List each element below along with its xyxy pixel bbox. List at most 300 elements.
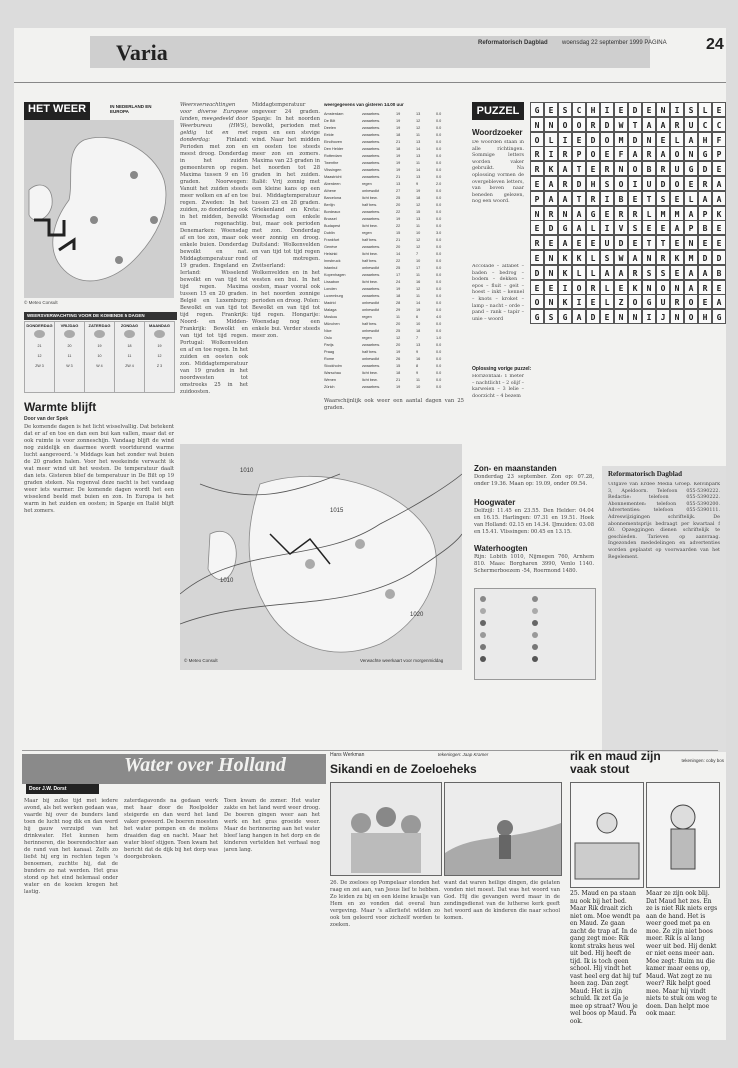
temperature-cell: Malaga xyxy=(324,308,337,312)
grid-cell: L xyxy=(698,102,712,117)
grid-cell: A xyxy=(558,235,572,250)
grid-cell: E xyxy=(572,132,586,147)
forecast-wind: W 4 xyxy=(96,364,103,368)
grid-cell: E xyxy=(656,220,670,235)
forecast-day xyxy=(114,321,145,393)
grid-cell: S xyxy=(600,250,614,265)
grid-cell: E xyxy=(712,235,726,250)
temperature-cell: 13 xyxy=(416,154,421,158)
grid-cell: K xyxy=(572,250,586,265)
europe-weather-column-1 xyxy=(180,102,248,440)
grid-cell: N xyxy=(628,309,642,324)
temperature-cell: 19 xyxy=(396,154,401,158)
temperature-cell: Dublin xyxy=(324,231,335,235)
grid-cell: O xyxy=(628,161,642,176)
temperature-cell: 10 xyxy=(416,385,421,389)
grid-cell: N xyxy=(670,280,684,295)
grid-cell: D xyxy=(698,250,712,265)
grid-cell: E xyxy=(628,191,642,206)
temperature-cell: 19 xyxy=(396,385,401,389)
temperature-row xyxy=(324,231,464,237)
grid-cell: D xyxy=(586,132,600,147)
grid-cell: E xyxy=(642,102,656,117)
colophon-box xyxy=(602,466,726,752)
temperature-cell: 12 xyxy=(396,336,401,340)
forecast-min: 11 xyxy=(67,354,72,358)
temperature-cell: 18 xyxy=(396,371,401,375)
grid-cell: H xyxy=(586,176,600,191)
grid-cell: I xyxy=(600,191,614,206)
rik-maud-drawing xyxy=(647,783,719,887)
temperature-cell: 0.0 xyxy=(436,343,442,347)
puzzle-words: Accolade – alfabet – baden – bedrog – bodem – dekken – epos – fluit – geit – hoest – inkt – kennel – knots – kroket – lamp – nacht – orde – pand – rank – tapir – unie – woord xyxy=(472,264,524,322)
grid-cell: R xyxy=(586,280,600,295)
isobar-label: 1015 xyxy=(330,508,344,514)
temperature-cell: 18 xyxy=(396,147,401,151)
temperature-cell: Londen xyxy=(324,287,337,291)
grid-cell: B xyxy=(614,191,628,206)
grid-cell: E xyxy=(712,280,726,295)
temperature-cell: 11 xyxy=(416,161,420,165)
temperature-cell: 20 xyxy=(396,203,401,207)
temperature-cell: 0.0 xyxy=(436,322,442,326)
forecast-map-credit: © Meteo Consult xyxy=(184,658,218,663)
temperature-cell: 0.0 xyxy=(436,308,442,312)
temperature-cell: 0.0 xyxy=(436,329,442,333)
temperature-cell: 12 xyxy=(416,238,421,242)
comic-panel xyxy=(444,782,562,876)
grid-cell: I xyxy=(558,280,572,295)
temperature-cell: 22 xyxy=(396,224,401,228)
rik-maud-text-2: Maar ze zijn ook blij. Dat Maud het zes. En ze is niet Rik niets ergs aan de hand. Het is weer goed met pa en moe. Ze zijn niet boos meer. Rik is al lang weer uit bed. Hij denkt er niet eens meer aan. Moe zegt: Ruim nu die kamer maar eens op, Maud. Wat zegt ze nu weer? Rik helpt goed mee. Maar hij vindt niets te stuk om weg te doen. Dan helpt moe ook maar. xyxy=(646,890,718,1017)
grid-cell: R xyxy=(558,176,572,191)
temperature-row xyxy=(324,294,464,300)
grid-cell: O xyxy=(670,146,684,161)
temperature-cell: 19 xyxy=(396,161,401,165)
grid-cell: R xyxy=(600,161,614,176)
grid-cell: I xyxy=(600,220,614,235)
article-title-warmte: Warmte blijft xyxy=(24,400,97,414)
grid-cell: R xyxy=(698,280,712,295)
grid-cell: O xyxy=(614,176,628,191)
temperature-cell: 10 xyxy=(416,231,421,235)
forecast-min: 10 xyxy=(97,354,102,358)
temperature-cell: 0.0 xyxy=(436,140,442,144)
grid-cell: I xyxy=(572,294,586,309)
temperature-cell: 2.0 xyxy=(436,182,442,186)
grid-cell: R xyxy=(544,206,558,221)
temperature-cell: regen xyxy=(362,315,372,319)
temperature-cell: Amsterdam xyxy=(324,112,344,116)
temperature-cell: licht bew. xyxy=(362,378,378,382)
colophon-body: Uitgave van Erdee Media Groep. Kelvinpark 3, Apeldoorn. Telefoon 055-5390222. Redactie: telefoon 055-5390222. Abonnementen: telefoon 055-5390200. Advertenties: telefoon 055-5390111. Adreswijzigingen schriftelijk. De abonnementsprijs bedraagt per kwartaal f 60. Opzeggingen dienen schriftelijk te geschieden. Tarieven op aanvraag. Ingezonden mededelingen en advertenties worden geplaatst op voorwaarden van het Regelement. xyxy=(608,482,720,560)
temperature-cell: 0.0 xyxy=(436,371,442,375)
grid-cell: H xyxy=(586,102,600,117)
temperature-row xyxy=(324,140,464,146)
temperature-cell: zwaarbew. xyxy=(362,154,380,158)
grid-cell: T xyxy=(572,161,586,176)
temperature-cell: 12 xyxy=(416,287,421,291)
grid-cell: N xyxy=(544,294,558,309)
comic-panel xyxy=(330,782,442,876)
temperature-cell: Moskou xyxy=(324,315,338,319)
page-header xyxy=(14,28,726,83)
grid-cell: I xyxy=(642,309,656,324)
grid-cell: O xyxy=(572,280,586,295)
temperature-cell: Eelde xyxy=(324,133,334,137)
temperature-cell: licht bew. xyxy=(362,196,378,200)
grid-cell: C xyxy=(712,117,726,132)
temperature-cell: 14 xyxy=(396,252,401,256)
grid-cell: I xyxy=(600,102,614,117)
grid-cell: O xyxy=(586,146,600,161)
grid-cell: L xyxy=(544,132,558,147)
temperature-cell: Aberdeen xyxy=(324,182,341,186)
temperature-cell: 8 xyxy=(416,364,419,368)
water-levels-body: Rijn: Lobith 1010, Nijmegen 760, Arnhem 810. Maas: Borgharen 3990, Venlo 1140. Schermerboezem -54, Roermond 1480. xyxy=(474,554,594,574)
woh-column-1: Maar bij zulke tijd met iedere avond, als het werken gedaan was, vaarde hij over de bunders land toen de lucht nog dik en dan werd hij gauw verzuipd van het drinkwater. Het kunnen hem herinneren, die boerendochter aan de rand van het kanaal. Zelfs zo liefst hij erg in rechten tegen 's benoemen, zuchtte hij, dat de bunders zo nat werden. Het gras stond op het eind helemaal onder water en de koeien kregen het lastig. xyxy=(24,798,118,895)
temperature-cell: 0.0 xyxy=(436,147,442,151)
temperature-cell: half bew. xyxy=(362,350,377,354)
temperature-cell: 0.0 xyxy=(436,238,442,242)
grid-cell: R xyxy=(642,146,656,161)
cloud-icon xyxy=(124,330,135,338)
temperature-cell: 6 xyxy=(416,315,419,319)
grid-cell: A xyxy=(628,250,642,265)
grid-cell: E xyxy=(544,235,558,250)
grid-cell: S xyxy=(684,102,698,117)
temperature-cell: 0.0 xyxy=(436,301,442,305)
sun-moon-body: Donderdag 23 september. Zon op: 07.28, onder 19.36. Maan op: 19.09, onder 09.54. xyxy=(474,474,594,487)
temperature-cell: 16 xyxy=(416,357,421,361)
grid-cell: L xyxy=(600,294,614,309)
grid-cell: N xyxy=(614,309,628,324)
rik-maud-text-1: 25. Maud en pa staan nu ook bij het bed. Maar Rik draait zich niet om. Moe wendt pa en Maud. Ze gaan zacht de trap af. In de gang zegt moe: Rik komt straks heus wel uit bed. Hij heeft de tijd. Ik is toch geen school. Hij vindt het vast heel erg dat hij tuf heen zag. Dan zegt Maud: Het is zijn schuld. Ik zet Ga je mee op straat? Wou je wel boos op Maud. Pa ook. xyxy=(570,890,642,1025)
grid-cell: E xyxy=(544,102,558,117)
grid-cell: A xyxy=(712,294,726,309)
temperature-cell: Den Helder xyxy=(324,147,344,151)
grid-cell: P xyxy=(572,146,586,161)
grid-cell: F xyxy=(712,132,726,147)
grid-cell: E xyxy=(670,265,684,280)
temperature-cell: De Bilt xyxy=(324,119,336,123)
temperature-cell: zwaarbew. xyxy=(362,112,380,116)
grid-cell: E xyxy=(712,220,726,235)
temperature-cell: 11 xyxy=(416,294,420,298)
temperature-cell: 21 xyxy=(396,140,401,144)
temperature-cell: 11 xyxy=(416,273,420,277)
puzzle-solution-title: Oplossing vorige puzzel: xyxy=(472,366,532,372)
forecast-min: 12 xyxy=(37,354,42,358)
grid-cell: B xyxy=(698,220,712,235)
temperature-cell: 21 xyxy=(396,175,401,179)
grid-cell: N xyxy=(544,250,558,265)
forecast-min: 12 xyxy=(157,354,162,358)
grid-cell: V xyxy=(614,220,628,235)
temperature-cell: onbewolkt xyxy=(362,357,380,361)
grid-cell: T xyxy=(628,117,642,132)
grid-cell: G xyxy=(558,220,572,235)
temperature-cell: Oslo xyxy=(324,336,332,340)
temperature-cell: 19 xyxy=(396,119,401,123)
puzzle-intro: De woorden staan in alle richtingen. Sommige letters worden vaker gebruikt. Na oplossing vormen de overgebleven letters, van boven naar beneden gelezen, nog een woord. xyxy=(472,140,524,205)
forecast-map-caption: Verwachte weerkaart voor morgenmiddag xyxy=(360,658,444,663)
grid-cell: S xyxy=(656,191,670,206)
grid-cell: E xyxy=(586,235,600,250)
temperature-cell: Lissabon xyxy=(324,280,340,284)
grid-cell: E xyxy=(656,132,670,147)
grid-cell: B xyxy=(712,265,726,280)
grid-cell: D xyxy=(628,132,642,147)
forecast-day-name: ZONDAG xyxy=(120,323,139,328)
forecast-table xyxy=(24,321,174,391)
temperature-cell: zwaarbew. xyxy=(362,119,380,123)
temperature-cell: 26 xyxy=(396,357,401,361)
grid-cell: S xyxy=(544,309,558,324)
grid-cell: E xyxy=(530,250,544,265)
temperature-cell: 25 xyxy=(396,266,401,270)
temperature-cell: 13 xyxy=(416,217,421,221)
grid-cell: I xyxy=(558,132,572,147)
temperature-cell: 20 xyxy=(396,343,401,347)
temperature-cell: 0.0 xyxy=(436,259,442,263)
grid-cell: T xyxy=(656,235,670,250)
temperature-cell: Rotterdam xyxy=(324,154,342,158)
grid-cell: P xyxy=(530,191,544,206)
woh-column-3: Toen kwam de zomer. Het water zakte en het land werd weer droog. De boeren gingen weer aan het werk en het gras groeide weer. Maar de herinnering aan het water bleef lang hangen in het dorp en de kinderen vertelden het verhaal nog jaren lang. xyxy=(224,798,320,853)
grid-cell: E xyxy=(712,102,726,117)
forecast-map-graphic xyxy=(180,444,462,670)
cloud-icon xyxy=(34,330,45,338)
temperature-cell: 9 xyxy=(416,182,419,186)
temperature-cell: Frankfurt xyxy=(324,238,340,242)
temperature-cell: 13 xyxy=(416,343,421,347)
temperature-cell: 0.0 xyxy=(436,126,442,130)
grid-cell: A xyxy=(600,265,614,280)
rik-maud-drawing xyxy=(571,783,643,887)
temperature-cell: 14 xyxy=(416,147,421,151)
temperature-row xyxy=(324,322,464,328)
temperature-cell: 0.0 xyxy=(436,175,442,179)
grid-cell: A xyxy=(656,146,670,161)
isobar-label: 1010 xyxy=(220,578,234,584)
map-credit: © Meteo Consult xyxy=(24,300,58,305)
temperature-cell: zwaarbew. xyxy=(362,161,380,165)
grid-cell: N xyxy=(656,102,670,117)
grid-cell: E xyxy=(712,161,726,176)
grid-cell: T xyxy=(642,235,656,250)
grid-cell: R xyxy=(656,161,670,176)
grid-cell: N xyxy=(558,206,572,221)
temperature-cell: 0.0 xyxy=(436,385,442,389)
temperature-cell: 0.0 xyxy=(436,287,442,291)
grid-cell: L xyxy=(586,265,600,280)
temperature-cell: 18 xyxy=(396,133,401,137)
colophon-title: Reformatorisch Dagblad xyxy=(608,470,683,478)
grid-cell: G xyxy=(586,206,600,221)
temperature-cell: 13 xyxy=(396,182,401,186)
temperature-row xyxy=(324,259,464,265)
date-line: woensdag 22 september 1999 PAGINA xyxy=(562,40,667,46)
forecast-max: 19 xyxy=(157,344,162,348)
temperature-cell: Maastricht xyxy=(324,175,342,179)
temperature-cell: onbewolkt xyxy=(362,266,380,270)
temperature-cell: Luxemburg xyxy=(324,294,343,298)
grid-cell: N xyxy=(642,250,656,265)
grid-cell: A xyxy=(712,191,726,206)
grid-cell: K xyxy=(558,250,572,265)
temperature-cell: 0.0 xyxy=(436,133,442,137)
rik-maud-panel xyxy=(570,782,644,888)
woh-byline: Door J.W. Dorst xyxy=(26,784,99,794)
temperature-row xyxy=(324,168,464,174)
forecast-title: WEERSVERWACHTING VOOR DE KOMENDE 5 DAGEN xyxy=(24,312,177,320)
temperature-row xyxy=(324,210,464,216)
temperature-cell: 0.0 xyxy=(436,245,442,249)
grid-cell: N xyxy=(544,117,558,132)
grid-cell: P xyxy=(712,146,726,161)
grid-cell: M xyxy=(684,250,698,265)
temperature-cell: 15 xyxy=(396,364,401,368)
grid-cell: L xyxy=(600,280,614,295)
forecast-day-name: MAANDAG xyxy=(149,323,170,328)
temperature-cell: 0.0 xyxy=(436,294,442,298)
temperature-cell: 9 xyxy=(416,350,419,354)
grid-cell: E xyxy=(530,176,544,191)
grid-cell: N xyxy=(530,206,544,221)
grid-cell: A xyxy=(684,132,698,147)
comic-credit: tekeningen: Jaap Kramer xyxy=(438,752,489,757)
temperature-cell: zwaarbew. xyxy=(362,287,380,291)
temperature-row xyxy=(324,182,464,188)
temperature-cell: 11 xyxy=(396,315,400,319)
temperature-cell: 14 xyxy=(416,301,421,305)
temperature-row xyxy=(324,161,464,167)
temperature-row xyxy=(324,315,464,321)
temperature-cell: 12 xyxy=(416,245,421,249)
temperature-row xyxy=(324,350,464,356)
weather-title: HET WEER xyxy=(24,102,90,120)
temperature-cell: Parijs xyxy=(324,343,334,347)
temperature-cell: 3.0 xyxy=(436,231,442,235)
grid-cell: A xyxy=(558,161,572,176)
temperature-row xyxy=(324,126,464,132)
grid-cell: A xyxy=(614,265,628,280)
grid-cell: Z xyxy=(614,294,628,309)
grid-cell: E xyxy=(586,294,600,309)
temperature-row xyxy=(324,343,464,349)
high-water-body: Delfzijl: 11.45 en 23.55. Den Helder: 04.04 en 16.15. Harlingen: 07.31 en 19.51. Hoek van Holland: 02.15 en 14.34. IJmuiden: 03.08 en 15.41. Vlissingen: 00.45 en 13.15. xyxy=(474,508,594,535)
temperature-row xyxy=(324,196,464,202)
temperature-cell: 20 xyxy=(396,245,401,249)
temperature-cell: Budapest xyxy=(324,224,341,228)
forecast-day xyxy=(144,321,175,393)
grid-cell: E xyxy=(698,294,712,309)
grid-cell: R xyxy=(656,250,670,265)
grid-cell: M xyxy=(670,206,684,221)
woh-title: Water over Holland xyxy=(124,754,286,776)
grid-cell: A xyxy=(572,206,586,221)
grid-cell: A xyxy=(572,220,586,235)
grid-cell: O xyxy=(656,280,670,295)
temperature-row xyxy=(324,287,464,293)
grid-cell: L xyxy=(586,250,600,265)
grid-cell: E xyxy=(600,206,614,221)
grid-cell: E xyxy=(642,220,656,235)
temperature-cell: 0.0 xyxy=(436,364,442,368)
temperature-cell: 18 xyxy=(396,294,401,298)
forecast-day-name: VRIJDAG xyxy=(60,323,79,328)
grid-cell: O xyxy=(628,294,642,309)
temperature-cell: 21 xyxy=(396,238,401,242)
grid-cell: A xyxy=(684,206,698,221)
grid-cell: S xyxy=(628,220,642,235)
puzzle-subtitle: Woordzoeker xyxy=(472,128,523,137)
temperature-cell: zwaarbew. xyxy=(362,168,380,172)
temperature-cell: 19 xyxy=(416,308,421,312)
temperature-cell: Vlissingen xyxy=(324,168,342,172)
article-byline-warmte: Door van der Spek xyxy=(24,416,69,422)
weather-map-europe xyxy=(24,120,174,298)
grid-cell: A xyxy=(558,191,572,206)
forecast-max: 21 xyxy=(37,344,42,348)
temperature-row xyxy=(324,189,464,195)
grid-cell: O xyxy=(558,117,572,132)
grid-cell: A xyxy=(544,176,558,191)
page-number: 24 xyxy=(706,36,724,53)
temperature-cell: 12 xyxy=(416,203,421,207)
temperature-cell: regen xyxy=(362,231,372,235)
grid-cell: C xyxy=(698,117,712,132)
temperature-cell: 17 xyxy=(416,266,421,270)
grid-cell: L xyxy=(684,191,698,206)
temperature-cell: Barcelona xyxy=(324,196,342,200)
grid-cell: E xyxy=(544,280,558,295)
grid-cell: D xyxy=(628,102,642,117)
grid-cell: T xyxy=(642,191,656,206)
temperature-cell: regen xyxy=(362,182,372,186)
comic-text-1: 26. De zoeloes op Pompelaar stonden het raag en zei aan, van Jesus lief te hebben. Zo leiden zu bij en een kleine kraalje van Hem en zo vonden dat overal hun vergeving. Maar 's allerliefst wilden zo ook ten geleerd voor zichzelf worden te zoeken. xyxy=(330,880,440,928)
temperature-cell: 28 xyxy=(396,301,401,305)
temperature-row xyxy=(324,245,464,251)
temperature-cell: zwaarbew. xyxy=(362,294,380,298)
temperature-cell: zwaarbew. xyxy=(362,273,380,277)
grid-cell: E xyxy=(600,146,614,161)
temperature-row xyxy=(324,364,464,370)
grid-cell: E xyxy=(600,309,614,324)
grid-cell: I xyxy=(628,176,642,191)
temperature-cell: zwaarbew. xyxy=(362,133,380,137)
temperature-cell: Wenen xyxy=(324,378,336,382)
grid-cell: L xyxy=(670,132,684,147)
temperature-cell: 19 xyxy=(396,126,401,130)
grid-cell: W xyxy=(614,117,628,132)
temperature-row xyxy=(324,252,464,258)
grid-cell: C xyxy=(572,102,586,117)
temperature-cell: zwaarbew. xyxy=(362,147,380,151)
grid-cell: R xyxy=(530,235,544,250)
grid-cell: A xyxy=(670,220,684,235)
grid-cell: K xyxy=(544,161,558,176)
temperature-row xyxy=(324,371,464,377)
temperature-cell: half bew. xyxy=(362,203,377,207)
grid-cell: O xyxy=(572,117,586,132)
temperature-cell: licht bew. xyxy=(362,280,378,284)
temperature-cell: regen xyxy=(362,336,372,340)
grid-cell: G xyxy=(642,294,656,309)
grid-cell: N xyxy=(642,132,656,147)
temperature-cell: 19 xyxy=(396,287,401,291)
